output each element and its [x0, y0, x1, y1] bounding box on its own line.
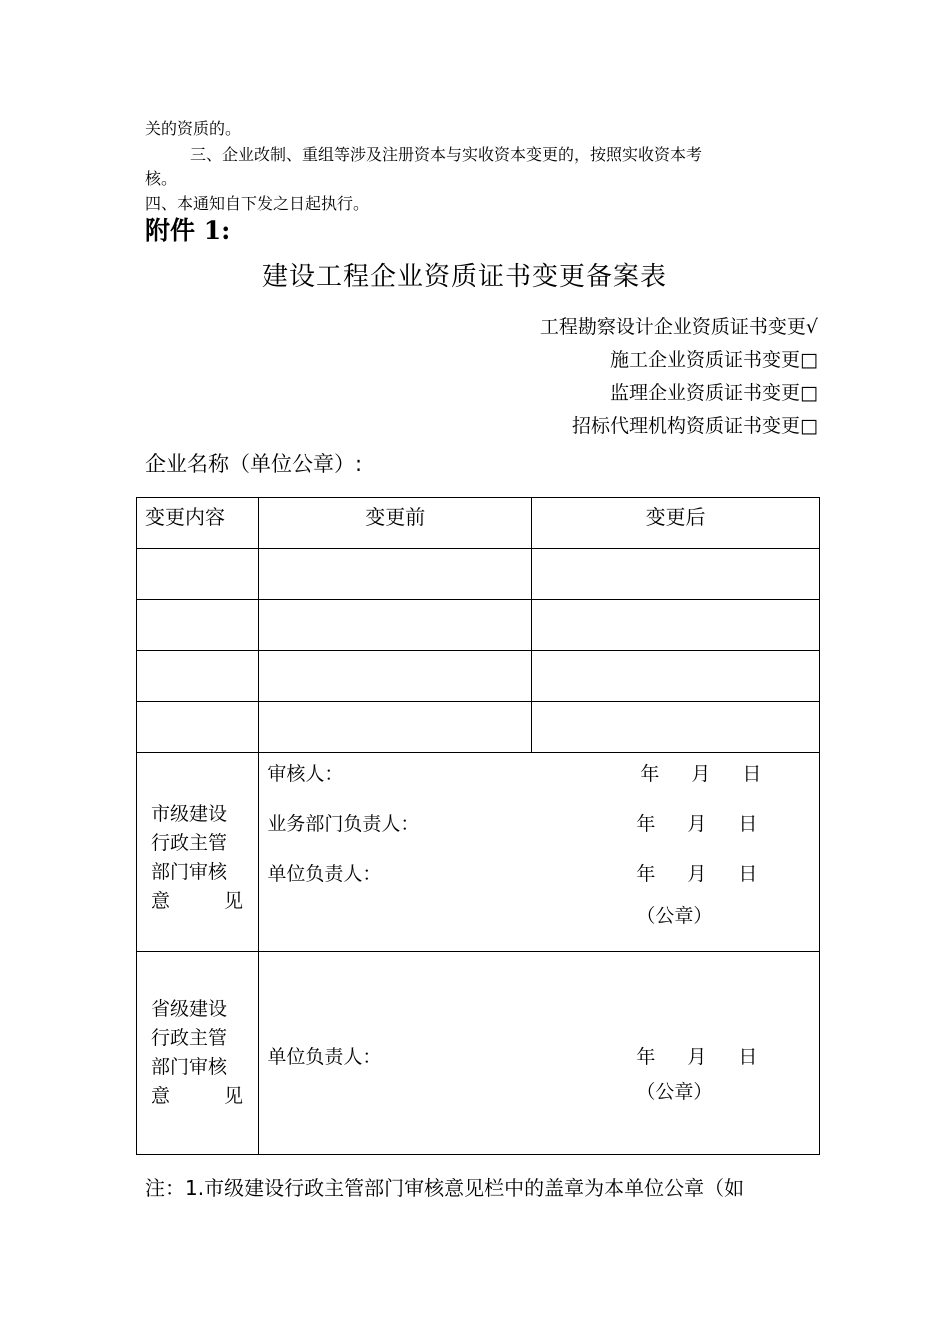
province-unit-head-date: 年 月 日	[636, 1046, 758, 1068]
cell-after[interactable]	[532, 549, 820, 600]
table-row	[137, 651, 820, 702]
cell-content[interactable]	[137, 651, 259, 702]
province-seal-label: （公章）	[636, 1081, 713, 1103]
table-row	[137, 600, 820, 651]
form-title: 建设工程企业资质证书变更备案表	[262, 262, 668, 292]
city-seal-label: （公章）	[636, 905, 713, 927]
table-row	[137, 549, 820, 600]
header-before-change: 变更前	[259, 498, 532, 549]
paragraph-continuation: 关的资质的。	[145, 119, 242, 138]
province-unit-head-label: 单位负责人：	[267, 1046, 382, 1068]
province-review-label: 省级建设 行政主管 部门审核 意 见	[137, 952, 259, 1155]
table-header-row	[137, 498, 820, 549]
dept-head-label: 业务部门负责人：	[267, 813, 420, 835]
option-construction: 施工企业资质证书变更□	[610, 349, 818, 371]
dept-head-date: 年 月 日	[636, 813, 758, 835]
option-bidding-agency: 招标代理机构资质证书变更□	[572, 415, 818, 437]
footnote: 注：1.市级建设行政主管部门审核意见栏中的盖章为本单位公章（如	[145, 1176, 745, 1200]
paragraph-item-three: 三、企业改制、重组等涉及注册资本与实收资本变更的，按照实收资本考	[190, 145, 703, 164]
cell-content[interactable]	[137, 549, 259, 600]
table-row	[137, 702, 820, 753]
reviewer-label: 审核人：	[267, 763, 344, 785]
city-review-content	[259, 753, 820, 952]
cell-before[interactable]	[259, 702, 532, 753]
cell-before[interactable]	[259, 651, 532, 702]
cell-before[interactable]	[259, 600, 532, 651]
cell-content[interactable]	[137, 600, 259, 651]
unit-head-label: 单位负责人：	[267, 863, 382, 885]
option-survey-design: 工程勘察设计企业资质证书变更√	[539, 316, 818, 338]
paragraph-item-three-end: 核。	[145, 169, 178, 188]
province-review-content	[259, 952, 820, 1155]
paragraph-item-four: 四、本通知自下发之日起执行。	[145, 194, 370, 213]
header-after-change: 变更后	[532, 498, 820, 549]
reviewer-date: 年 月 日	[640, 763, 762, 785]
cell-after[interactable]	[532, 651, 820, 702]
province-review-section	[137, 952, 820, 1155]
cell-after[interactable]	[532, 600, 820, 651]
header-change-content: 变更内容	[137, 498, 259, 549]
attachment-label: 附件 1:	[145, 216, 231, 245]
city-review-section	[137, 753, 820, 952]
cell-after[interactable]	[532, 702, 820, 753]
unit-head-date: 年 月 日	[636, 863, 758, 885]
cell-content[interactable]	[137, 702, 259, 753]
city-review-label: 市级建设 行政主管 部门审核 意 见	[137, 753, 259, 952]
company-name-label: 企业名称（单位公章）:	[145, 452, 363, 476]
option-supervision: 监理企业资质证书变更□	[610, 382, 818, 404]
cell-before[interactable]	[259, 549, 532, 600]
change-record-table	[136, 497, 820, 1155]
